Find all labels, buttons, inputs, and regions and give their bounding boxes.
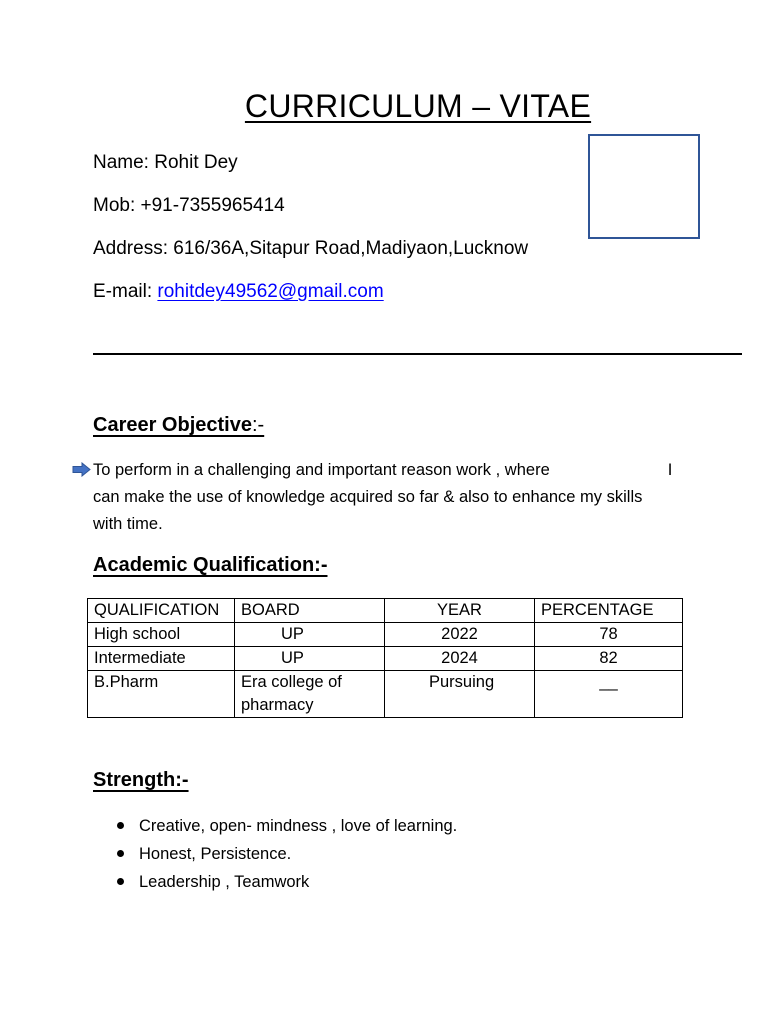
table-cell: Intermediate <box>88 647 235 671</box>
bullet-icon <box>117 850 124 857</box>
table-header-cell: PERCENTAGE <box>535 599 683 623</box>
objective-line-1-main: To perform in a challenging and important reason work , where <box>93 461 550 479</box>
page-title: CURRICULUM – VITAE <box>244 88 592 124</box>
table-cell: UP <box>235 647 385 671</box>
table-cell: 2022 <box>385 623 535 647</box>
career-objective-heading-text: Career Objective <box>93 414 252 436</box>
bullet-icon <box>117 878 124 885</box>
table-cell: UP <box>235 623 385 647</box>
table-cell: Pursuing <box>385 671 535 718</box>
objective-line-2: can make the use of knowledge acquired so far & also to enhance my skills <box>93 488 643 506</box>
table-cell: B.Pharm <box>88 671 235 718</box>
table-cell <box>235 671 385 718</box>
contact-name: Name: Rohit Dey <box>93 152 238 173</box>
table-header-cell: BOARD <box>235 599 385 623</box>
career-objective-heading <box>93 414 264 437</box>
list-item <box>93 869 457 897</box>
table-header-row <box>88 599 683 623</box>
objective-line-1-end: I <box>667 461 673 479</box>
list-item <box>93 841 457 869</box>
strength-heading: Strength:- <box>93 769 189 791</box>
table-row <box>88 623 683 647</box>
header-divider <box>93 353 742 355</box>
table-cell: 2024 <box>385 647 535 671</box>
contact-email <box>93 281 384 303</box>
bullet-icon <box>117 822 124 829</box>
email-label: E-mail: <box>93 281 158 302</box>
academic-qualification-table <box>87 598 683 718</box>
career-objective-text <box>93 457 723 538</box>
arrow-right-icon <box>72 462 91 477</box>
table-header-cell: QUALIFICATION <box>88 599 235 623</box>
list-item-text: Creative, open- mindness , love of learning. <box>139 817 458 835</box>
contact-mobile: Mob: +91-7355965414 <box>93 195 285 216</box>
list-item-text: Leadership , Teamwork <box>139 873 310 891</box>
email-link[interactable]: rohitdey49562@gmail.com <box>157 281 384 302</box>
table-cell: 82 <box>535 647 683 671</box>
table-cell: High school <box>88 623 235 647</box>
academic-qualification-heading: Academic Qualification:- <box>93 554 328 576</box>
table-row <box>88 671 683 718</box>
strength-list <box>93 813 457 897</box>
board-line-1: Era college of <box>241 673 342 691</box>
list-item-text: Honest, Persistence. <box>139 845 292 863</box>
photo-placeholder <box>588 134 700 239</box>
career-objective-heading-suffix: :- <box>251 414 265 436</box>
table-cell: 78 <box>535 623 683 647</box>
objective-line-1 <box>93 457 723 484</box>
list-item <box>93 813 457 841</box>
table-cell: __ <box>535 671 683 718</box>
table-header-cell: YEAR <box>385 599 535 623</box>
contact-address: Address: 616/36A,Sitapur Road,Madiyaon,Lucknow <box>93 238 529 259</box>
objective-line-3: with time. <box>93 515 163 533</box>
board-line-2: pharmacy <box>241 696 314 714</box>
table-row <box>88 647 683 671</box>
